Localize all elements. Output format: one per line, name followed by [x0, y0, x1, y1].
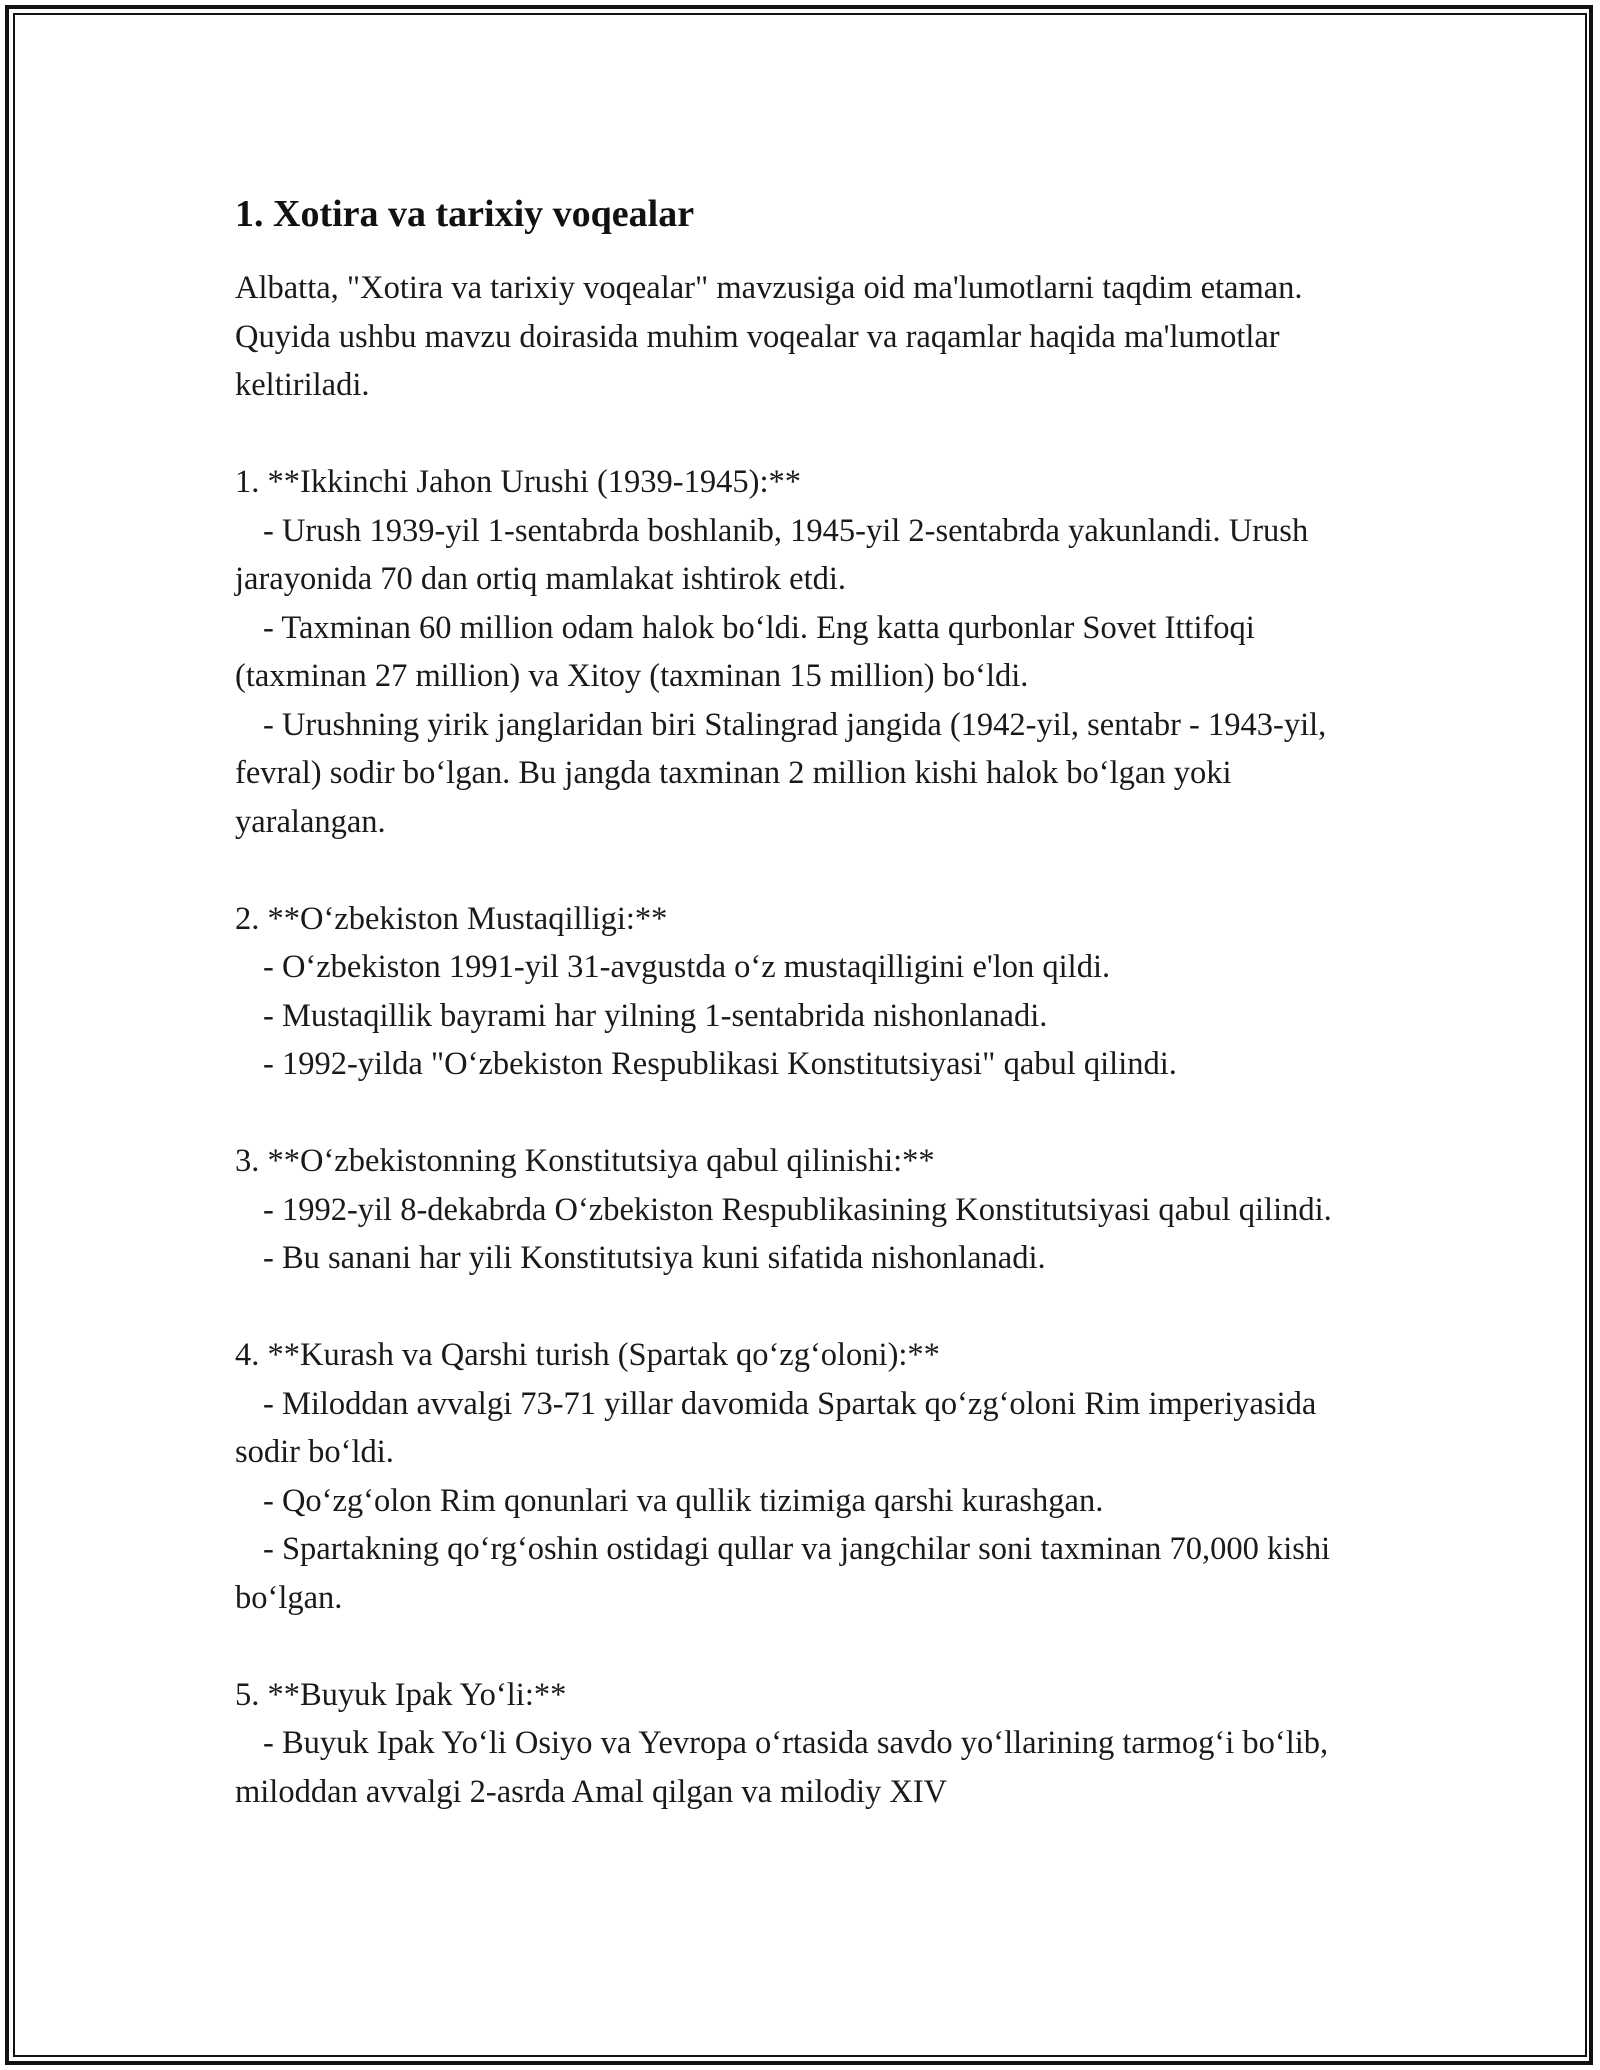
section-title: 2. **O‘zbekiston Mustaqilligi:**: [235, 900, 668, 937]
list-item: - Qo‘zg‘olon Rim qonunlari va qullik tizimiga qarshi kurashgan.: [263, 1482, 1104, 1519]
list-item: - Mustaqillik bayrami har yilning 1-sentabrida nishonlanadi.: [263, 997, 1048, 1034]
list-item: - Spartakning qo‘rg‘oshin ostidagi qullar va jangchilar soni taxminan 70,000 kishi bo‘lgan.: [235, 1531, 1331, 1616]
section-world-war-2: [235, 458, 1370, 846]
list-item: - Urush 1939-yil 1-sentabrda boshlanib, 1945-yil 2-sentabrda yakunlandi. Urush jarayonida 70 dan ortiq mamlakat ishtirok etdi.: [235, 512, 1309, 597]
intro-paragraph: Albatta, "Xotira va tarixiy voqealar" mavzusiga oid ma'lumotlarni taqdim etaman. Quyida ushbu mavzu doirasida muhim voqealar va raqamlar haqida ma'lumotlar keltiriladi.: [235, 270, 1303, 403]
document-heading: 1. Xotira va tarixiy voqealar: [235, 193, 695, 235]
list-item: - 1992-yil 8-dekabrda O‘zbekiston Respublikasining Konstitutsiyasi qabul qilindi.: [263, 1191, 1332, 1228]
list-item: - 1992-yilda "O‘zbekiston Respublikasi Konstitutsiyasi" qabul qilindi.: [263, 1046, 1177, 1082]
section-constitution: [235, 1137, 1370, 1283]
section-independence: [235, 895, 1370, 1089]
list-item: - Bu sanani har yili Konstitutsiya kuni sifatida nishonlanadi.: [263, 1240, 1046, 1276]
section-title: 5. **Buyuk Ipak Yo‘li:**: [235, 1676, 567, 1713]
section-title: 1. **Ikkinchi Jahon Urushi (1939-1945):**: [235, 464, 801, 500]
document-body: [235, 190, 1370, 1816]
section-title: 3. **O‘zbekistonning Konstitutsiya qabul qilinishi:**: [235, 1143, 935, 1179]
list-item: - O‘zbekiston 1991-yil 31-avgustda o‘z mustaqilligini e'lon qildi.: [263, 949, 1111, 985]
section-title: 4. **Kurash va Qarshi turish (Spartak qo‘zg‘oloni):**: [235, 1337, 940, 1373]
section-spartacus: [235, 1331, 1370, 1622]
list-item: - Urushning yirik janglaridan biri Stalingrad jangida (1942-yil, sentabr - 1943-yil, fevral) sodir bo‘lgan. Bu jangda taxminan 2 million kishi halok bo‘lgan yoki yaralangan.: [235, 706, 1327, 840]
list-item: - Miloddan avvalgi 73-71 yillar davomida Spartak qo‘zg‘oloni Rim imperiyasida sodir bo‘ldi.: [235, 1385, 1317, 1470]
list-item: - Taxminan 60 million odam halok bo‘ldi. Eng katta qurbonlar Sovet Ittifoqi (taxminan 27 million) va Xitoy (taxminan 15 million) bo‘ldi.: [235, 609, 1255, 694]
list-item: - Buyuk Ipak Yo‘li Osiyo va Yevropa o‘rtasida savdo yo‘llarining tarmog‘i bo‘lib, miloddan avvalgi 2-asrda Amal qilgan va milodiy XIV: [235, 1725, 1329, 1810]
section-silk-road: [235, 1671, 1370, 1817]
